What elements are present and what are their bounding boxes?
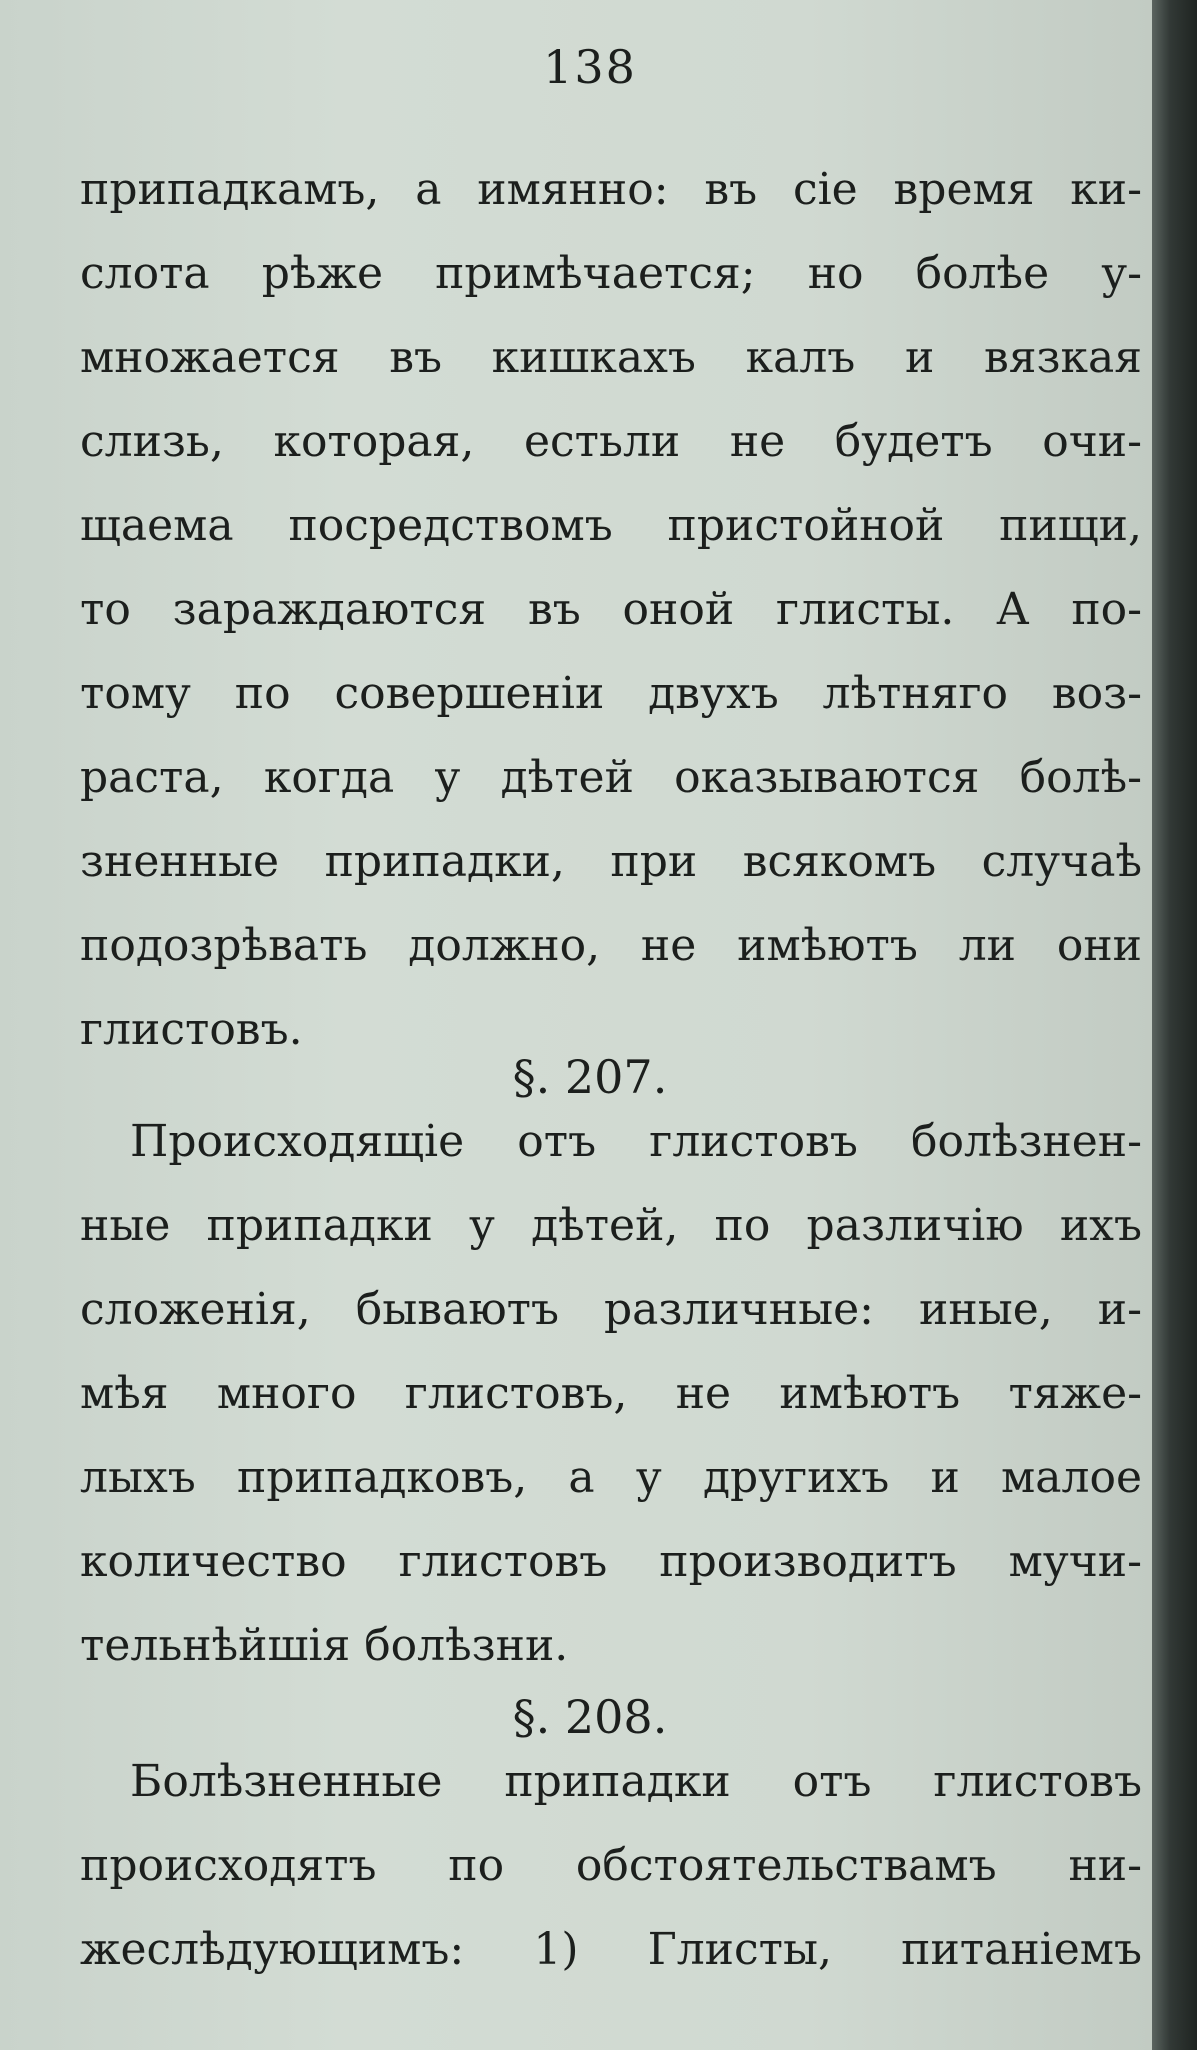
- text-line: тельнѣйшія болѣзни.: [80, 1620, 569, 1671]
- paragraph: [80, 1100, 1142, 1688]
- text-line: ные припадки у дѣтей, по различію ихъ: [80, 1200, 1142, 1251]
- book-spine-edge: [1152, 0, 1197, 2050]
- text-line: раста, когда у дѣтей оказываются болѣ-: [80, 752, 1142, 803]
- text-line: щаема посредствомъ пристойной пищи,: [80, 500, 1142, 551]
- page-number: 138: [543, 40, 637, 94]
- text-line: то зараждаются въ оной глисты. А по-: [80, 584, 1142, 635]
- paragraph: [80, 1740, 1142, 1992]
- text-line: Происходящіе отъ глистовъ болѣзнен-: [130, 1116, 1142, 1167]
- text-line: мѣя много глистовъ, не имѣютъ тяже-: [80, 1368, 1142, 1419]
- text-line: зненные припадки, при всякомъ случаѣ: [80, 836, 1142, 887]
- text-line: тому по совершеніи двухъ лѣтняго воз-: [80, 668, 1142, 719]
- section-heading: §. 208.: [512, 1690, 668, 1744]
- text-line: слизь, которая, естьли не будетъ очи-: [80, 416, 1142, 467]
- text-line: глистовъ.: [80, 1004, 303, 1055]
- text-line: множается въ кишкахъ калъ и вязкая: [80, 332, 1142, 383]
- paragraph: [80, 148, 1142, 1072]
- text-line: подозрѣвать должно, не имѣютъ ли они: [80, 920, 1142, 971]
- text-line: жеслѣдующимъ: 1) Глисты, питаніемъ: [80, 1924, 1142, 1975]
- text-line: сложенія, бываютъ различные: иные, и-: [80, 1284, 1142, 1335]
- text-line: лыхъ припадковъ, а у другихъ и малое: [80, 1452, 1142, 1503]
- text-line: происходятъ по обстоятельствамъ ни-: [80, 1840, 1142, 1891]
- text-line: Болѣзненные припадки отъ глистовъ: [130, 1756, 1142, 1807]
- text-line: количество глистовъ производитъ мучи-: [80, 1536, 1142, 1587]
- section-heading: §. 207.: [512, 1050, 668, 1104]
- text-line: слота рѣже примѣчается; но болѣе у-: [80, 248, 1142, 299]
- text-line: припадкамъ, а имянно: въ сіе время ки-: [80, 164, 1142, 215]
